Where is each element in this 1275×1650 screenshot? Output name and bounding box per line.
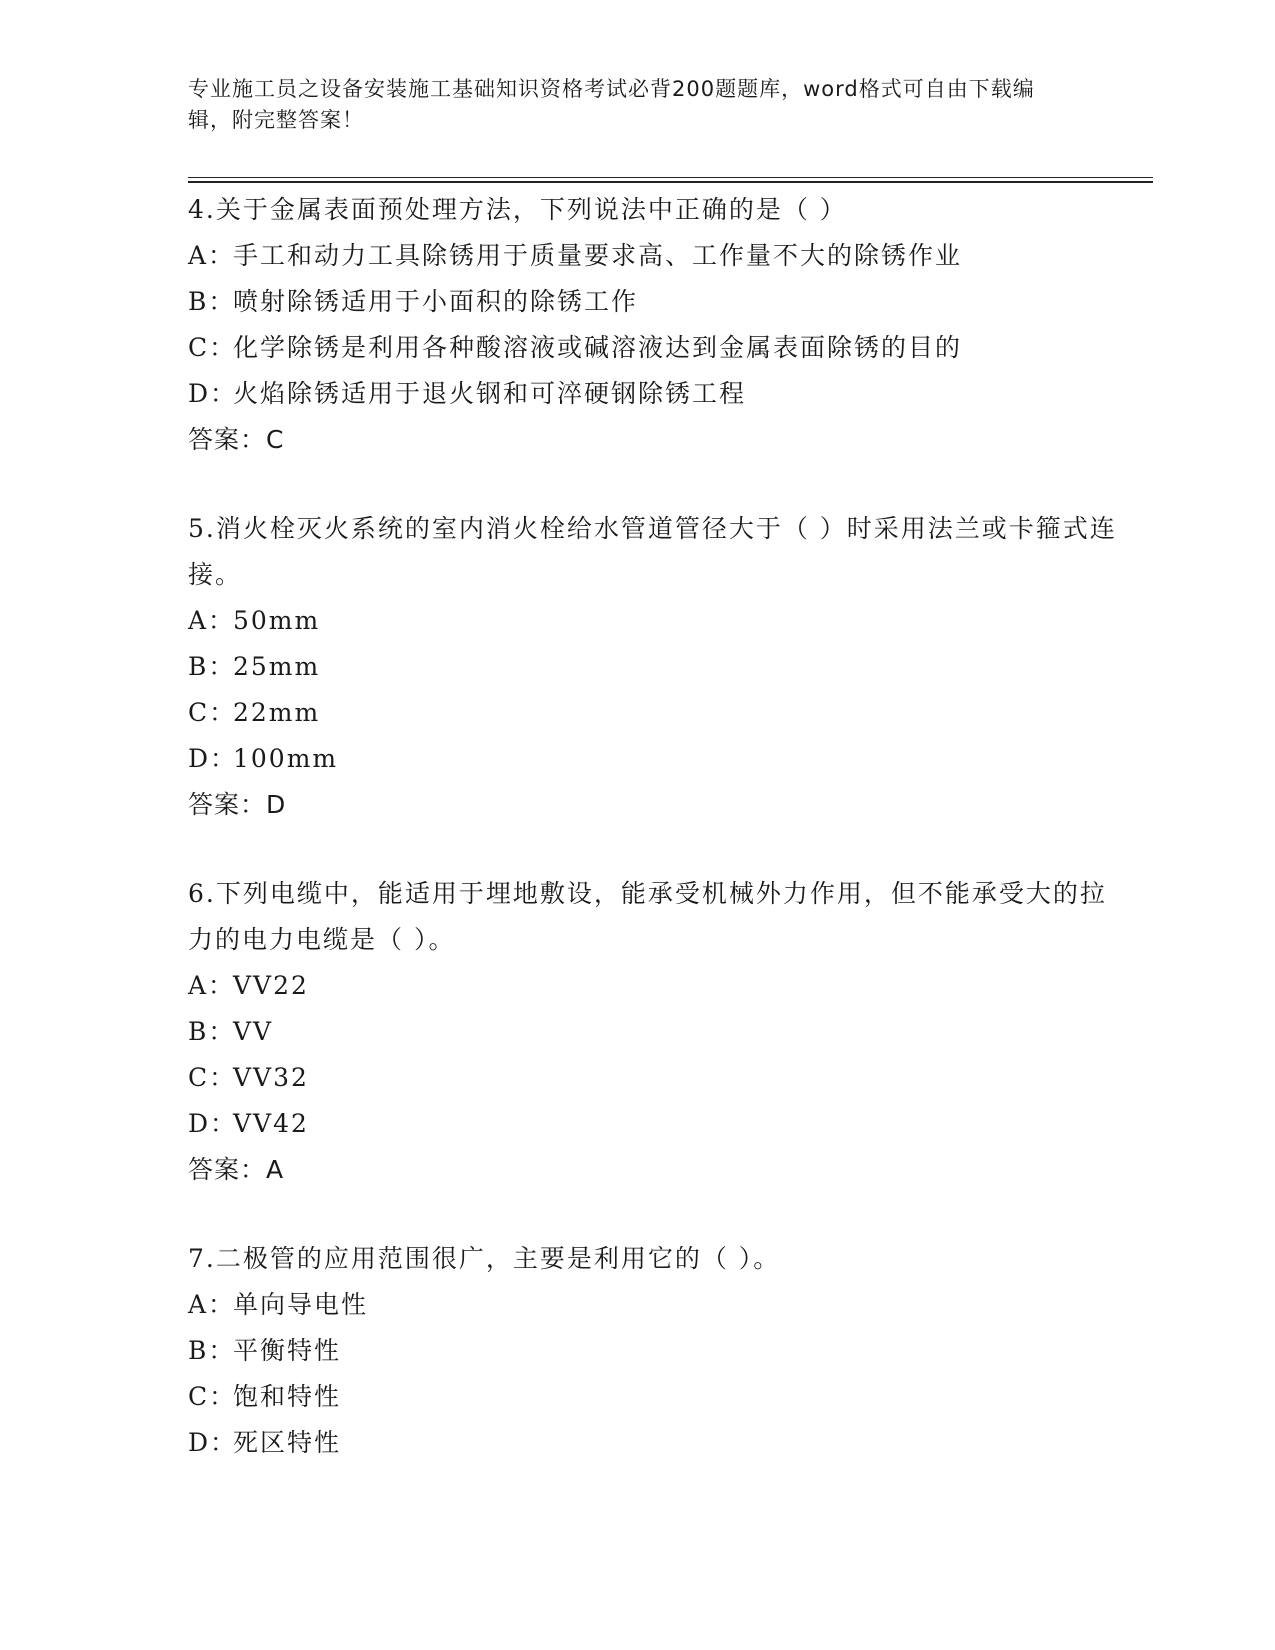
option-text: 死区特性 (233, 1428, 342, 1457)
option-a (188, 598, 1118, 644)
question-7 (188, 1236, 1118, 1466)
option-b (188, 1328, 1118, 1374)
option-text: 火焰除锈适用于退火钢和可淬硬钢除锈工程 (233, 379, 747, 408)
option-letter: A： (188, 241, 236, 270)
option-letter: B： (188, 652, 236, 681)
header-rule-thick (188, 181, 1153, 183)
option-b (188, 644, 1118, 690)
option-letter: A： (188, 971, 236, 1000)
option-text: 22mm (233, 698, 321, 727)
option-text: VV42 (233, 1109, 309, 1138)
option-a (188, 963, 1118, 1009)
question-list (188, 187, 1118, 1509)
option-letter: D： (188, 744, 238, 773)
option-c (188, 1055, 1118, 1101)
question-5 (188, 506, 1118, 828)
option-letter: C： (188, 333, 237, 362)
option-text: 手工和动力工具除锈用于质量要求高、工作量不大的除锈作业 (233, 241, 963, 270)
document-header: 专业施工员之设备安装施工基础知识资格考试必背200题题库，word格式可自由下载编辑，附完整答案！ (188, 77, 1035, 132)
question-stem: 5.消火栓灭火系统的室内消火栓给水管道管径大于（ ）时采用法兰或卡箍式连接。 (188, 514, 1117, 589)
answer-line: 答案：A (188, 1155, 285, 1184)
option-d (188, 1101, 1118, 1147)
option-text: VV32 (233, 1063, 309, 1092)
option-text: 平衡特性 (233, 1336, 342, 1365)
question-4 (188, 187, 1118, 463)
option-letter: C： (188, 1063, 237, 1092)
answer-line: 答案：C (188, 425, 285, 454)
option-text: 50mm (233, 606, 321, 635)
option-a (188, 233, 1118, 279)
option-a (188, 1282, 1118, 1328)
option-text: 饱和特性 (233, 1382, 342, 1411)
option-letter: C： (188, 698, 237, 727)
option-letter: D： (188, 1109, 238, 1138)
option-letter: A： (188, 606, 236, 635)
option-text: VV22 (233, 971, 309, 1000)
option-d (188, 736, 1118, 782)
option-text: 喷射除锈适用于小面积的除锈工作 (233, 287, 639, 316)
option-text: 100mm (233, 744, 339, 773)
option-c (188, 1374, 1118, 1420)
option-d (188, 371, 1118, 417)
option-letter: A： (188, 1290, 236, 1319)
header-rule-thin (188, 177, 1153, 178)
option-letter: B： (188, 287, 236, 316)
question-stem: 7.二极管的应用范围很广，主要是利用它的（ ）。 (188, 1244, 781, 1273)
option-text: VV (233, 1017, 274, 1046)
option-c (188, 325, 1118, 371)
option-text: 单向导电性 (233, 1290, 369, 1319)
answer-line: 答案：D (188, 790, 287, 819)
option-c (188, 690, 1118, 736)
option-b (188, 279, 1118, 325)
option-text: 25mm (233, 652, 321, 681)
question-stem: 6.下列电缆中，能适用于埋地敷设，能承受机械外力作用，但不能承受大的拉力的电力电缆是（ ）。 (188, 879, 1107, 954)
option-b (188, 1009, 1118, 1055)
option-text: 化学除锈是利用各种酸溶液或碱溶液达到金属表面除锈的目的 (233, 333, 963, 362)
question-6 (188, 871, 1118, 1193)
option-letter: D： (188, 1428, 238, 1457)
option-letter: C： (188, 1382, 237, 1411)
option-d (188, 1420, 1118, 1466)
question-stem: 4.关于金属表面预处理方法，下列说法中正确的是（ ） (188, 195, 847, 224)
option-letter: B： (188, 1336, 236, 1365)
option-letter: B： (188, 1017, 236, 1046)
option-letter: D： (188, 379, 238, 408)
